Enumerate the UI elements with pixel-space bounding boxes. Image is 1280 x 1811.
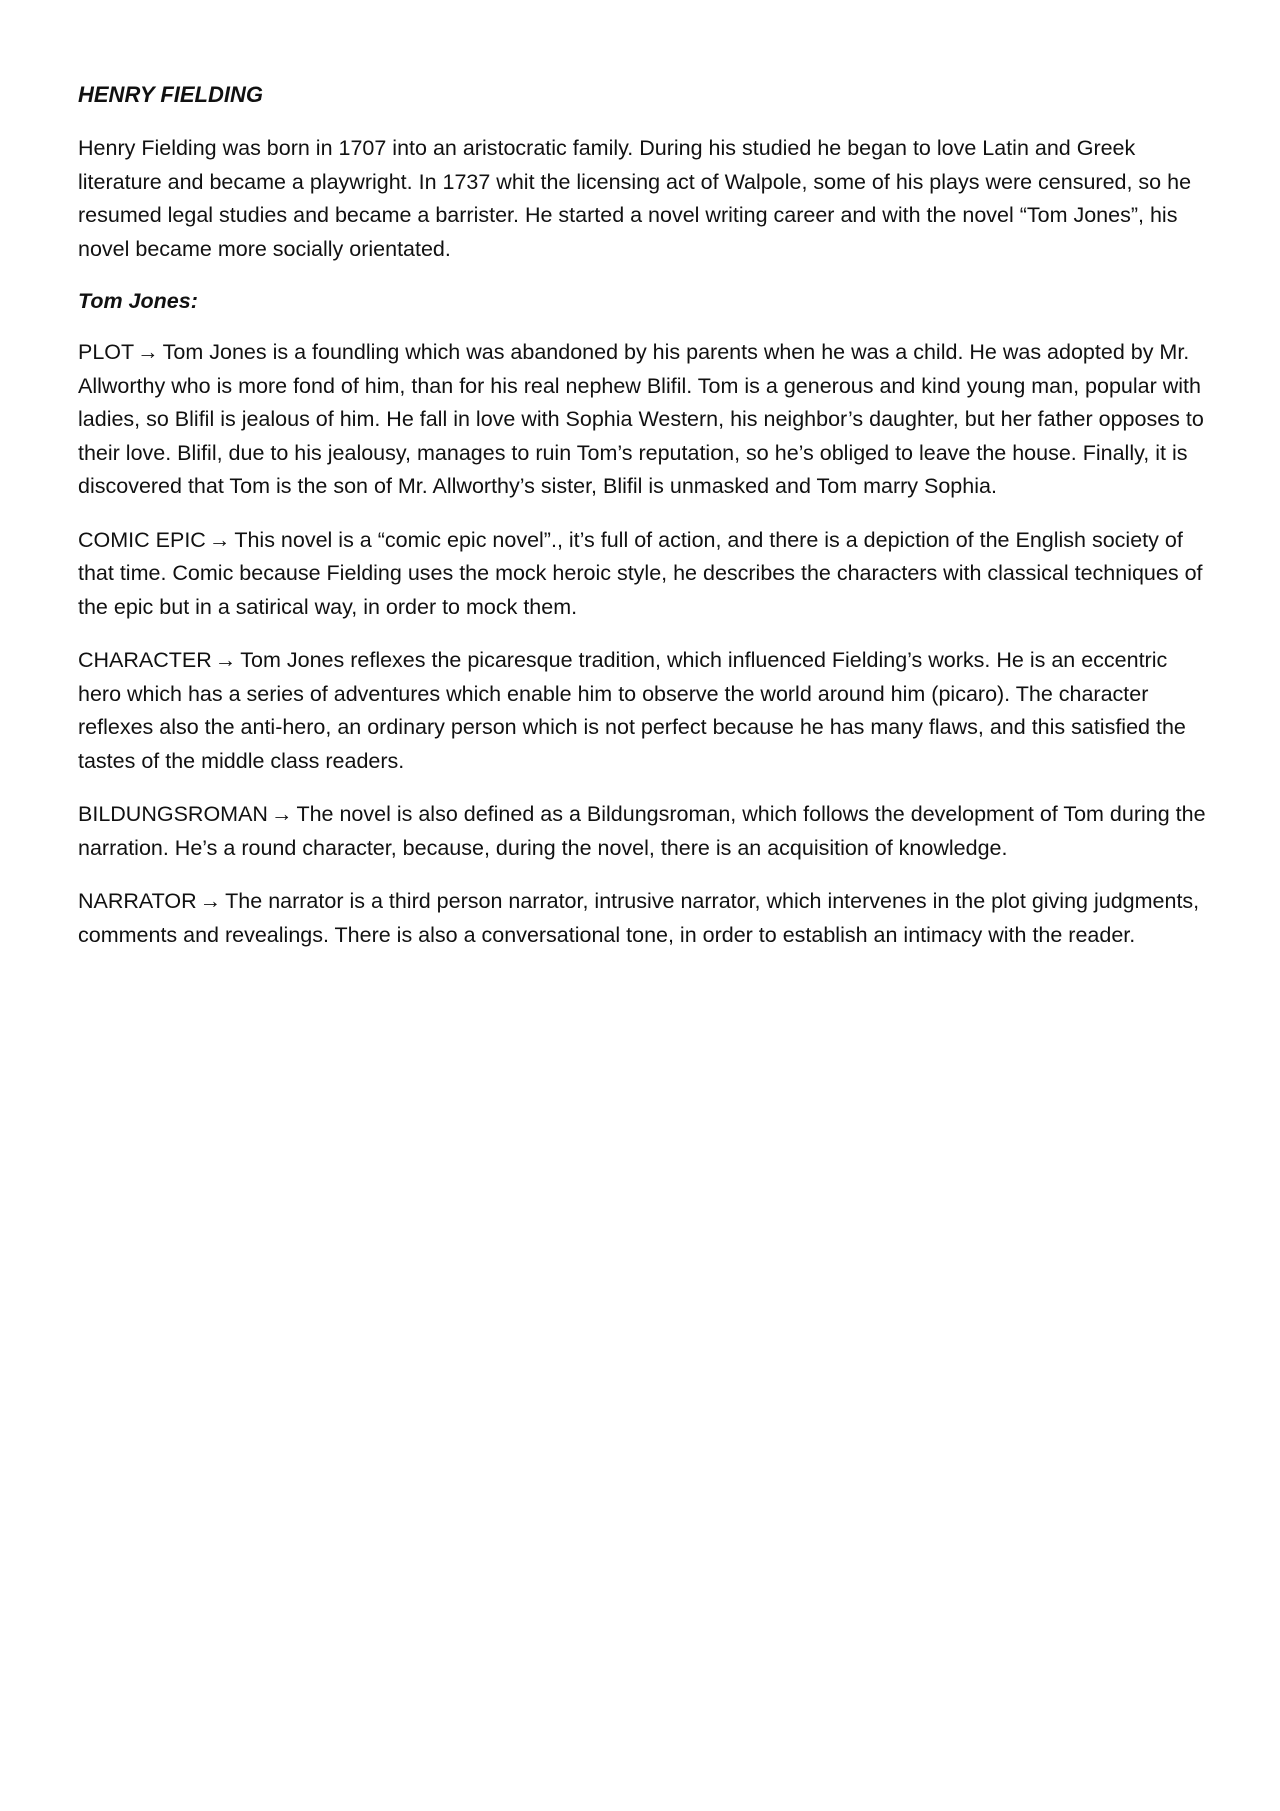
right-arrow-icon: → [208, 527, 231, 552]
plot-paragraph [78, 336, 1213, 504]
narrator-label: NARRATOR [78, 889, 197, 913]
intro-paragraph: Henry Fielding was born in 1707 into an aristocratic family. During his studied he began to love Latin and Greek literature and became a playwright. In 1737 whit the licensing act of Walpole, some of his plays were censured, so he resumed legal studies and became a barrister. He started a novel writing career and with the novel “Tom Jones”, his novel became more socially orientated. [78, 136, 1192, 261]
comic-epic-paragraph [78, 524, 1213, 625]
comic-epic-text: This novel is a “comic epic novel”., it’s full of action, and there is a depiction of the English society of that time. Comic because Fielding uses the mock heroic style, he describes the characters with classical techniques of the epic but in a satirical way, in order to mock them. [78, 527, 1203, 619]
document-title: HENRY FIELDING [78, 82, 263, 107]
plot-text: Tom Jones is a foundling which was abandoned by his parents when he was a child. He was adopted by Mr. Allworthy who is more fond of him, than for his real nephew Blifil. Tom is a generous and kind young man, popular with ladies, so Blifil is jealous of him. He fall in love with Sophia Western, his neighbor’s daughter, but her father opposes to their love. Blifil, due to his jealousy, manages to ruin Tom’s reputation, so he’s obliged to leave the house. Finally, it is discovered that Tom is the son of Mr. Allworthy’s sister, Blifil is unmasked and Tom marry Sophia. [78, 340, 1204, 498]
bildungsroman-paragraph [78, 798, 1213, 865]
narrator-paragraph [78, 885, 1213, 952]
right-arrow-icon: → [270, 802, 293, 826]
character-text: Tom Jones reflexes the picaresque tradition, which influenced Fielding’s works. He is an eccentric hero which has a series of adventures which enable him to observe the world around him (picaro). The character reflexes also the anti-hero, an ordinary person which is not perfect because he has many flaws, and this satisfied the tastes of the middle class readers. [78, 648, 1186, 773]
character-paragraph [78, 644, 1213, 778]
comic-epic-label: COMIC EPIC [78, 527, 206, 552]
right-arrow-icon: → [214, 648, 237, 672]
bildungsroman-label: BILDUNGSROMAN [78, 802, 268, 826]
section-heading: Tom Jones: [78, 289, 198, 313]
plot-label: PLOT [78, 340, 135, 364]
bildungsroman-text: The novel is also defined as a Bildungsroman, which follows the development of Tom during the narration. He’s a round character, because, during the novel, there is an acquisition of knowledge. [78, 802, 1206, 860]
character-label: CHARACTER [78, 648, 212, 672]
right-arrow-icon: → [199, 889, 222, 913]
right-arrow-icon: → [137, 340, 159, 364]
narrator-text: The narrator is a third person narrator, intrusive narrator, which intervenes in the plot giving judgments, comments and revealings. There is also a conversational tone, in order to establish an intimacy with the reader. [78, 889, 1200, 947]
document-body [78, 80, 1213, 972]
